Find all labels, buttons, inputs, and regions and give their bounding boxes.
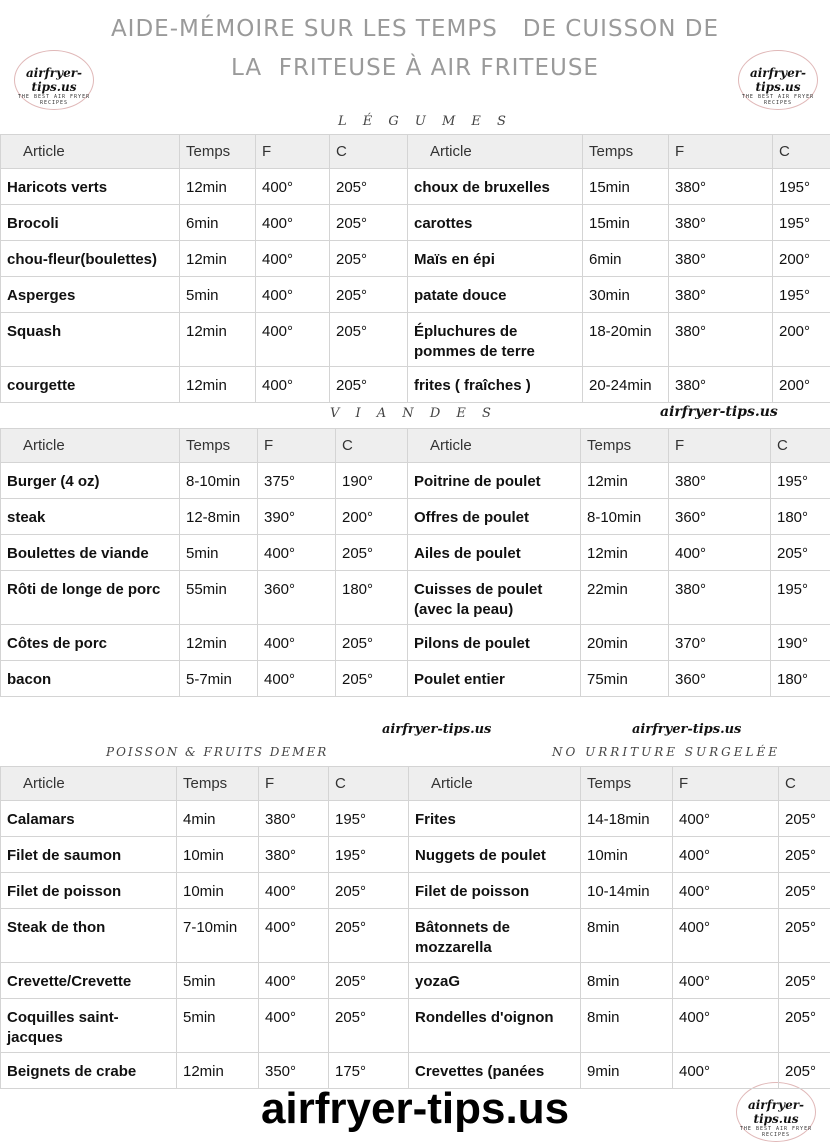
celsius-cell: 195°	[329, 837, 409, 873]
time-cell: 12min	[581, 463, 669, 499]
fahrenheit-cell: 400°	[259, 909, 329, 963]
time-cell: 6min	[180, 205, 256, 241]
celsius-cell: 205°	[779, 837, 830, 873]
fahrenheit-cell: 380°	[669, 277, 773, 313]
watermark-frozen: airfryer-tips.us	[632, 722, 742, 737]
time-cell: 12min	[180, 625, 258, 661]
table-row	[1, 909, 830, 963]
celsius-cell: 205°	[779, 1053, 830, 1089]
fahrenheit-cell: 400°	[673, 873, 779, 909]
fahrenheit-cell: 390°	[258, 499, 336, 535]
celsius-cell: 205°	[330, 205, 408, 241]
celsius-cell: 205°	[330, 169, 408, 205]
item-name-cell: Beignets de crabe	[1, 1053, 177, 1089]
fahrenheit-cell: 400°	[256, 241, 330, 277]
column-header: C	[779, 767, 830, 801]
fahrenheit-cell: 380°	[669, 313, 773, 367]
celsius-cell: 205°	[779, 801, 830, 837]
fahrenheit-cell: 400°	[673, 909, 779, 963]
fahrenheit-cell: 380°	[259, 837, 329, 873]
celsius-cell: 195°	[771, 463, 830, 499]
logo-tagline: THE BEST AIR FRYER RECIPES	[17, 94, 91, 106]
column-header: Article	[1, 135, 180, 169]
meats-body	[1, 463, 830, 697]
table-row	[1, 241, 830, 277]
table-row	[1, 313, 830, 367]
table-row	[1, 625, 830, 661]
column-header: Temps	[583, 135, 669, 169]
column-header: C	[329, 767, 409, 801]
column-header: Temps	[581, 767, 673, 801]
celsius-cell: 200°	[773, 313, 830, 367]
celsius-cell: 205°	[329, 963, 409, 999]
celsius-cell: 205°	[779, 999, 830, 1053]
fahrenheit-cell: 360°	[669, 661, 771, 697]
celsius-cell: 200°	[336, 499, 408, 535]
celsius-cell: 205°	[336, 535, 408, 571]
table-row	[1, 205, 830, 241]
item-name-cell: Filet de poisson	[409, 873, 581, 909]
celsius-cell: 205°	[330, 277, 408, 313]
item-name-cell: Brocoli	[1, 205, 180, 241]
column-header: C	[773, 135, 830, 169]
fahrenheit-cell: 380°	[669, 367, 773, 403]
fahrenheit-cell: 400°	[673, 963, 779, 999]
time-cell: 12min	[180, 169, 256, 205]
watermark-meats: airfryer-tips.us	[660, 404, 778, 420]
fahrenheit-cell: 400°	[673, 1053, 779, 1089]
time-cell: 8min	[581, 999, 673, 1053]
time-cell: 12min	[581, 535, 669, 571]
fahrenheit-cell: 400°	[673, 837, 779, 873]
fahrenheit-cell: 400°	[256, 169, 330, 205]
celsius-cell: 205°	[330, 241, 408, 277]
time-cell: 20min	[581, 625, 669, 661]
time-cell: 5min	[180, 535, 258, 571]
header-row	[1, 767, 830, 801]
item-name-cell: frites ( fraîches )	[408, 367, 583, 403]
item-name-cell: Poitrine de poulet	[408, 463, 581, 499]
item-name-cell: patate douce	[408, 277, 583, 313]
item-name-cell: Rôti de longe de porc	[1, 571, 180, 625]
item-name-cell: Épluchures de pommes de terre	[408, 313, 583, 367]
logo-tagline: THE BEST AIR FRYER RECIPES	[739, 1126, 813, 1138]
celsius-cell: 205°	[779, 873, 830, 909]
table-row	[1, 277, 830, 313]
item-name-cell: Ailes de poulet	[408, 535, 581, 571]
time-cell: 14-18min	[581, 801, 673, 837]
time-cell: 20-24min	[583, 367, 669, 403]
time-cell: 5min	[180, 277, 256, 313]
celsius-cell: 205°	[336, 661, 408, 697]
column-header: Article	[408, 429, 581, 463]
time-cell: 9min	[581, 1053, 673, 1089]
celsius-cell: 180°	[771, 499, 830, 535]
time-cell: 10-14min	[581, 873, 673, 909]
celsius-cell: 180°	[336, 571, 408, 625]
vegetables-header	[1, 135, 830, 169]
time-cell: 4min	[177, 801, 259, 837]
table-row	[1, 873, 830, 909]
item-name-cell: bacon	[1, 661, 180, 697]
page-title-line-1: AIDE-MÉMOIRE SUR LES TEMPS DE CUISSON DE	[110, 16, 720, 42]
time-cell: 8min	[581, 963, 673, 999]
table-row	[1, 499, 830, 535]
item-name-cell: steak	[1, 499, 180, 535]
logo-brand: airfryer-tips.us	[25, 66, 83, 94]
section-label-seafood: POISSON & FRUITS DEMER	[106, 745, 329, 759]
item-name-cell: Pilons de poulet	[408, 625, 581, 661]
logo-brand: airfryer-tips.us	[747, 1098, 805, 1126]
item-name-cell: Filet de saumon	[1, 837, 177, 873]
column-header: Article	[1, 767, 177, 801]
fahrenheit-cell: 400°	[259, 873, 329, 909]
item-name-cell: choux de bruxelles	[408, 169, 583, 205]
column-header: Temps	[180, 429, 258, 463]
item-name-cell: carottes	[408, 205, 583, 241]
item-name-cell: Poulet entier	[408, 661, 581, 697]
celsius-cell: 180°	[771, 661, 830, 697]
item-name-cell: Frites	[409, 801, 581, 837]
celsius-cell: 205°	[779, 909, 830, 963]
time-cell: 8-10min	[180, 463, 258, 499]
time-cell: 6min	[583, 241, 669, 277]
fahrenheit-cell: 400°	[669, 535, 771, 571]
item-name-cell: Haricots verts	[1, 169, 180, 205]
column-header: F	[258, 429, 336, 463]
item-name-cell: Crevettes (panées	[409, 1053, 581, 1089]
column-header: F	[259, 767, 329, 801]
time-cell: 10min	[177, 837, 259, 873]
fahrenheit-cell: 400°	[673, 999, 779, 1053]
page-title-line-2: LA FRITEUSE À AIR FRITEUSE	[231, 55, 599, 81]
time-cell: 30min	[583, 277, 669, 313]
fahrenheit-cell: 400°	[259, 963, 329, 999]
table-row	[1, 963, 830, 999]
item-name-cell: Nuggets de poulet	[409, 837, 581, 873]
fahrenheit-cell: 380°	[669, 169, 773, 205]
fahrenheit-cell: 350°	[259, 1053, 329, 1089]
footer-site-name: airfryer-tips.us	[260, 1084, 570, 1133]
logo-brand: airfryer-tips.us	[749, 66, 807, 94]
item-name-cell: Coquilles saint-jacques	[1, 999, 177, 1053]
fahrenheit-cell: 400°	[258, 625, 336, 661]
item-name-cell: yozaG	[409, 963, 581, 999]
item-name-cell: Boulettes de viande	[1, 535, 180, 571]
watermark-seafood: airfryer-tips.us	[382, 722, 492, 737]
item-name-cell: Bâtonnets de mozzarella	[409, 909, 581, 963]
column-header: Article	[409, 767, 581, 801]
time-cell: 12min	[180, 367, 256, 403]
column-header: Article	[1, 429, 180, 463]
column-header: Temps	[581, 429, 669, 463]
celsius-cell: 205°	[329, 909, 409, 963]
time-cell: 55min	[180, 571, 258, 625]
fahrenheit-cell: 375°	[258, 463, 336, 499]
seafood-frozen-table	[0, 766, 830, 1089]
time-cell: 12-8min	[180, 499, 258, 535]
seafood-frozen-header	[1, 767, 830, 801]
fahrenheit-cell: 400°	[258, 661, 336, 697]
celsius-cell: 205°	[330, 367, 408, 403]
fahrenheit-cell: 380°	[259, 801, 329, 837]
item-name-cell: Squash	[1, 313, 180, 367]
time-cell: 7-10min	[177, 909, 259, 963]
column-header: F	[673, 767, 779, 801]
column-header: F	[669, 429, 771, 463]
logo-top-right	[730, 50, 826, 110]
time-cell: 10min	[177, 873, 259, 909]
celsius-cell: 195°	[773, 169, 830, 205]
item-name-cell: Filet de poisson	[1, 873, 177, 909]
time-cell: 22min	[581, 571, 669, 625]
time-cell: 18-20min	[583, 313, 669, 367]
table-row	[1, 837, 830, 873]
meats-header	[1, 429, 830, 463]
fahrenheit-cell: 360°	[669, 499, 771, 535]
fahrenheit-cell: 380°	[669, 205, 773, 241]
logo-top-left	[6, 50, 102, 110]
vegetables-body	[1, 169, 830, 403]
logo-tagline: THE BEST AIR FRYER RECIPES	[741, 94, 815, 106]
time-cell: 15min	[583, 205, 669, 241]
item-name-cell: Calamars	[1, 801, 177, 837]
celsius-cell: 195°	[771, 571, 830, 625]
time-cell: 5min	[177, 963, 259, 999]
column-header: Temps	[177, 767, 259, 801]
column-header: F	[669, 135, 773, 169]
celsius-cell: 205°	[330, 313, 408, 367]
time-cell: 8min	[581, 909, 673, 963]
celsius-cell: 205°	[336, 625, 408, 661]
item-name-cell: Burger (4 oz)	[1, 463, 180, 499]
time-cell: 8-10min	[581, 499, 669, 535]
item-name-cell: Maïs en épi	[408, 241, 583, 277]
header-row	[1, 429, 830, 463]
meats-table	[0, 428, 830, 697]
column-header: Article	[408, 135, 583, 169]
time-cell: 12min	[180, 313, 256, 367]
celsius-cell: 190°	[771, 625, 830, 661]
column-header: C	[330, 135, 408, 169]
column-header: F	[256, 135, 330, 169]
item-name-cell: chou-fleur(boulettes)	[1, 241, 180, 277]
vegetables-table	[0, 134, 830, 403]
item-name-cell: Asperges	[1, 277, 180, 313]
table-row	[1, 571, 830, 625]
column-header: Temps	[180, 135, 256, 169]
table-row	[1, 169, 830, 205]
celsius-cell: 195°	[773, 205, 830, 241]
table-row	[1, 661, 830, 697]
time-cell: 12min	[180, 241, 256, 277]
column-header: C	[336, 429, 408, 463]
celsius-cell: 200°	[773, 241, 830, 277]
fahrenheit-cell: 400°	[259, 999, 329, 1053]
time-cell: 10min	[581, 837, 673, 873]
section-label-meats: V I A N D E S	[330, 406, 497, 421]
celsius-cell: 205°	[779, 963, 830, 999]
celsius-cell: 200°	[773, 367, 830, 403]
item-name-cell: Steak de thon	[1, 909, 177, 963]
fahrenheit-cell: 370°	[669, 625, 771, 661]
table-row	[1, 999, 830, 1053]
fahrenheit-cell: 400°	[258, 535, 336, 571]
header-row	[1, 135, 830, 169]
table-row	[1, 801, 830, 837]
fahrenheit-cell: 400°	[673, 801, 779, 837]
celsius-cell: 195°	[773, 277, 830, 313]
item-name-cell: Crevette/Crevette	[1, 963, 177, 999]
celsius-cell: 190°	[336, 463, 408, 499]
table-row	[1, 463, 830, 499]
fahrenheit-cell: 380°	[669, 463, 771, 499]
section-label-vegetables: L É G U M E S	[338, 114, 512, 129]
time-cell: 12min	[177, 1053, 259, 1089]
fahrenheit-cell: 380°	[669, 241, 773, 277]
table-row	[1, 535, 830, 571]
item-name-cell: Cuisses de poulet (avec la peau)	[408, 571, 581, 625]
seafood-frozen-body	[1, 801, 830, 1089]
time-cell: 75min	[581, 661, 669, 697]
table-row	[1, 367, 830, 403]
item-name-cell: Rondelles d'oignon	[409, 999, 581, 1053]
celsius-cell: 195°	[329, 801, 409, 837]
fahrenheit-cell: 400°	[256, 277, 330, 313]
time-cell: 15min	[583, 169, 669, 205]
section-label-frozen: NO URRITURE SURGELÉE	[552, 745, 781, 759]
item-name-cell: Côtes de porc	[1, 625, 180, 661]
item-name-cell: courgette	[1, 367, 180, 403]
fahrenheit-cell: 380°	[669, 571, 771, 625]
celsius-cell: 205°	[771, 535, 830, 571]
fahrenheit-cell: 360°	[258, 571, 336, 625]
celsius-cell: 205°	[329, 999, 409, 1053]
time-cell: 5-7min	[180, 661, 258, 697]
fahrenheit-cell: 400°	[256, 313, 330, 367]
column-header: C	[771, 429, 830, 463]
fahrenheit-cell: 400°	[256, 205, 330, 241]
celsius-cell: 205°	[329, 873, 409, 909]
celsius-cell: 175°	[329, 1053, 409, 1089]
fahrenheit-cell: 400°	[256, 367, 330, 403]
time-cell: 5min	[177, 999, 259, 1053]
item-name-cell: Offres de poulet	[408, 499, 581, 535]
